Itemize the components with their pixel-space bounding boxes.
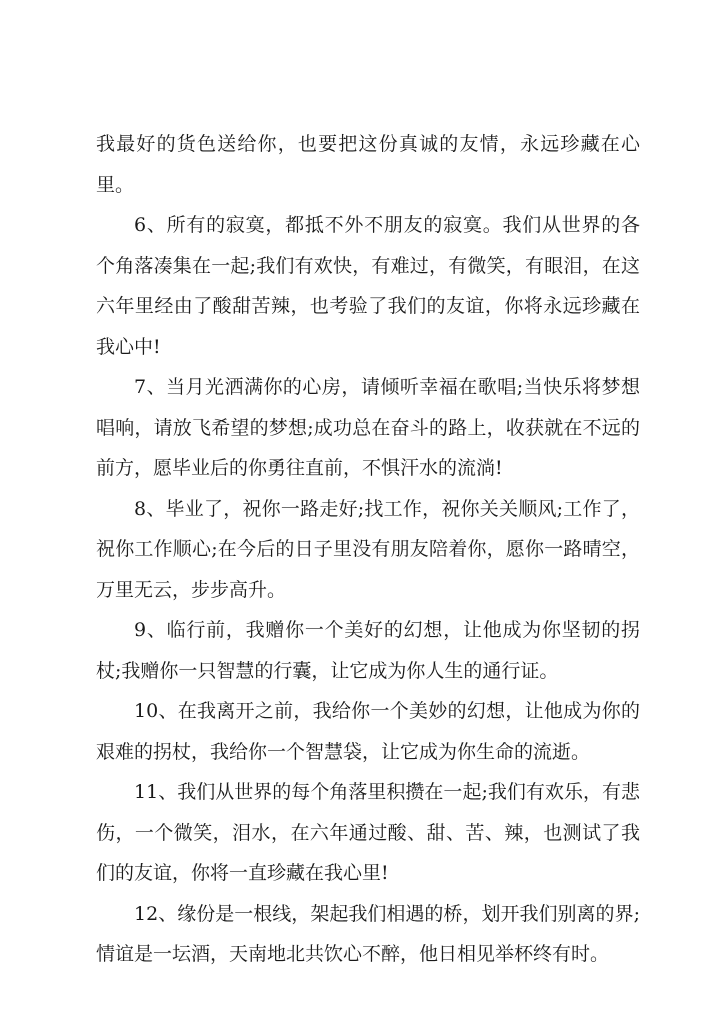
paragraph-7: 7、当月光洒满你的心房，请倾听幸福在歌唱;当快乐将梦想唱响，请放飞希望的梦想;成功总在奋斗的路上，收获就在不远的前方，愿毕业后的你勇往直前，不惧汗水的流淌! [96,376,640,479]
paragraph-9: 9、临行前，我赠你一个美好的幻想，让他成为你坚韧的拐杖;我赠你一只智慧的行囊，让它成为你人生的通行证。 [96,619,640,682]
paragraph-8: 8、毕业了，祝你一路走好;找工作，祝你关关顺风;工作了，祝你工作顺心;在今后的日子里没有朋友陪着你，愿你一路晴空，万里无云，步步高升。 [96,497,640,601]
paragraph-10: 10、在我离开之前，我给你一个美妙的幻想，让他成为你的艰难的拐杖，我给你一个智慧袋，让它成为你生命的流逝。 [96,700,640,763]
paragraph-continuation: 我最好的货色送给你，也要把这份真诚的友情，永远珍藏在心里。 [96,133,640,196]
paragraph-12: 12、缘份是一根线，架起我们相遇的桥，划开我们别离的界;情谊是一坛酒，天南地北共饮心不醉，他日相见举杯终有时。 [96,902,640,965]
document-body [96,124,640,975]
paragraph-6: 6、所有的寂寞，都抵不外不朋友的寂寞。我们从世界的各个角落凑集在一起;我们有欢快，有难过，有微笑，有眼泪，在这六年里经由了酸甜苦辣，也考验了我们的友谊，你将永远珍藏在我心中! [96,214,640,358]
paragraph-11: 11、我们从世界的每个角落里积攒在一起;我们有欢乐，有悲伤，一个微笑，泪水，在六年通过酸、甜、苦、辣，也测试了我们的友谊，你将一直珍藏在我心里! [96,781,640,884]
